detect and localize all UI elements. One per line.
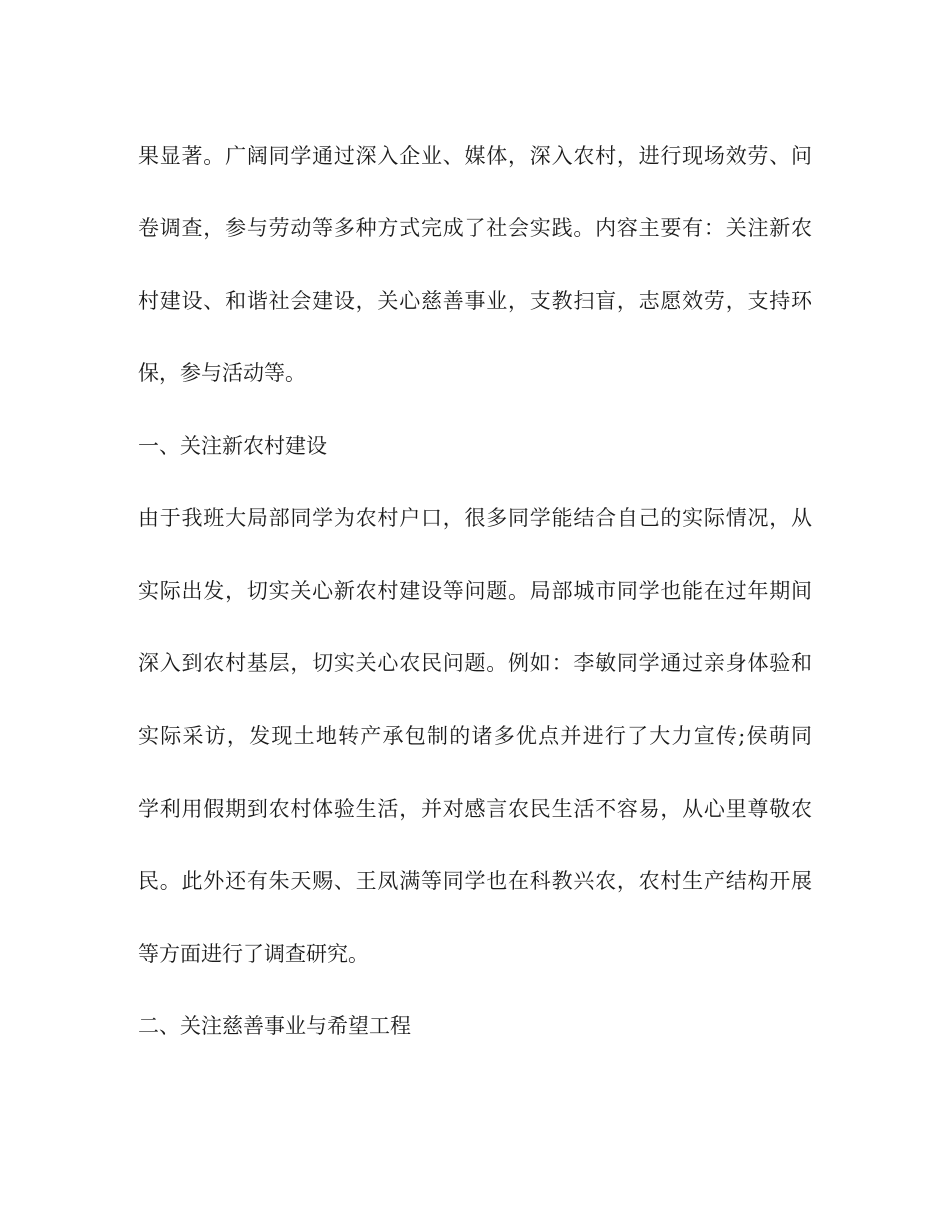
paragraph-line: 实际采访，发现土地转产承包制的诸多优点并进行了大力宣传;侯萌同 — [138, 724, 812, 748]
paragraph-line: 卷调查，参与劳动等多种方式完成了社会实践。内容主要有：关注新农 — [138, 216, 812, 240]
paragraph-line: 果显著。广阔同学通过深入企业、媒体，深入农村，进行现场效劳、问 — [138, 144, 812, 168]
section-heading: 二、关注慈善事业与希望工程 — [138, 1014, 411, 1038]
paragraph-line: 保，参与活动等。 — [138, 361, 306, 385]
section-heading: 一、关注新农村建设 — [138, 434, 327, 458]
paragraph-line: 实际出发，切实关心新农村建设等问题。局部城市同学也能在过年期间 — [138, 579, 812, 603]
paragraph-line: 等方面进行了调查研究。 — [138, 942, 369, 966]
paragraph-line: 深入到农村基层，切实关心农民问题。例如：李敏同学通过亲身体验和 — [138, 651, 812, 675]
paragraph-line: 村建设、和谐社会建设，关心慈善事业，支教扫盲，志愿效劳，支持环 — [138, 289, 812, 313]
paragraph-line: 由于我班大局部同学为农村户口，很多同学能结合自己的实际情况，从 — [138, 506, 812, 530]
paragraph-line: 民。此外还有朱天赐、王凤满等同学也在科教兴农，农村生产结构开展 — [138, 869, 812, 893]
paragraph-line: 学利用假期到农村体验生活，并对感言农民生活不容易，从心里尊敬农 — [138, 797, 812, 821]
